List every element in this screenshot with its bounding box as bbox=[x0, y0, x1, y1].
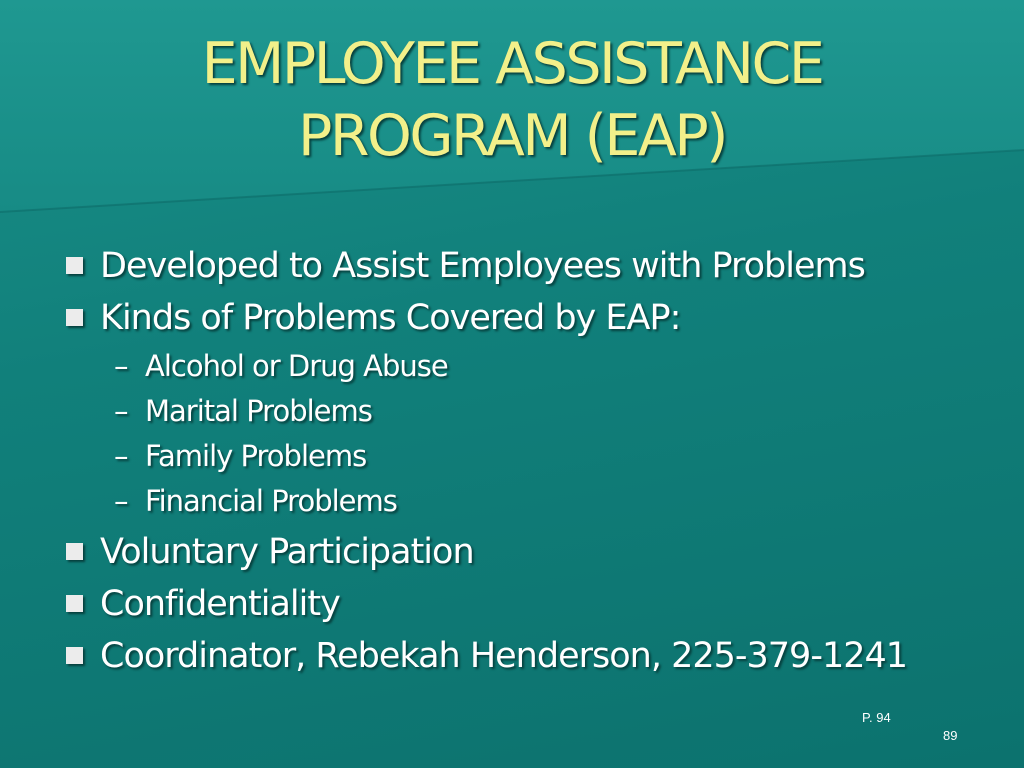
bullet-text: Developed to Assist Employees with Problems bbox=[100, 246, 865, 286]
bullet-text: Voluntary Participation bbox=[100, 532, 474, 572]
sub-bullet-text: Financial Problems bbox=[145, 484, 397, 518]
sub-bullet-text: Family Problems bbox=[145, 439, 367, 473]
square-bullet-icon bbox=[66, 595, 83, 612]
title-line-2: PROGRAM (EAP) bbox=[298, 103, 726, 169]
sub-bullet-item bbox=[64, 344, 907, 389]
title-line-1: EMPLOYEE ASSISTANCE bbox=[201, 31, 823, 97]
sub-bullet-list bbox=[64, 344, 907, 524]
dash-bullet-icon: – bbox=[114, 484, 128, 518]
slide-number: 89 bbox=[943, 728, 958, 743]
sub-bullet-item bbox=[64, 434, 907, 479]
page-reference: P. 94 bbox=[862, 710, 891, 725]
bullet-item bbox=[64, 630, 907, 682]
square-bullet-icon bbox=[66, 257, 83, 274]
bullet-item bbox=[64, 292, 907, 344]
bullet-text: Confidentiality bbox=[100, 584, 340, 624]
bullet-list bbox=[64, 240, 907, 682]
sub-bullet-item bbox=[64, 389, 907, 434]
bullet-text: Kinds of Problems Covered by EAP: bbox=[100, 298, 681, 338]
sub-bullet-text: Marital Problems bbox=[145, 394, 372, 428]
slide-title bbox=[0, 28, 1024, 172]
square-bullet-icon bbox=[66, 543, 83, 560]
sub-bullet-text: Alcohol or Drug Abuse bbox=[145, 349, 448, 383]
bullet-item bbox=[64, 240, 907, 292]
square-bullet-icon bbox=[66, 647, 83, 664]
dash-bullet-icon: – bbox=[114, 439, 128, 473]
bullet-item bbox=[64, 578, 907, 630]
dash-bullet-icon: – bbox=[114, 349, 128, 383]
dash-bullet-icon: – bbox=[114, 394, 128, 428]
bullet-text: Coordinator, Rebekah Henderson, 225-379-1241 bbox=[100, 636, 908, 676]
bullet-item bbox=[64, 526, 907, 578]
sub-bullet-group bbox=[64, 344, 907, 524]
square-bullet-icon bbox=[66, 309, 83, 326]
sub-bullet-item bbox=[64, 479, 907, 524]
